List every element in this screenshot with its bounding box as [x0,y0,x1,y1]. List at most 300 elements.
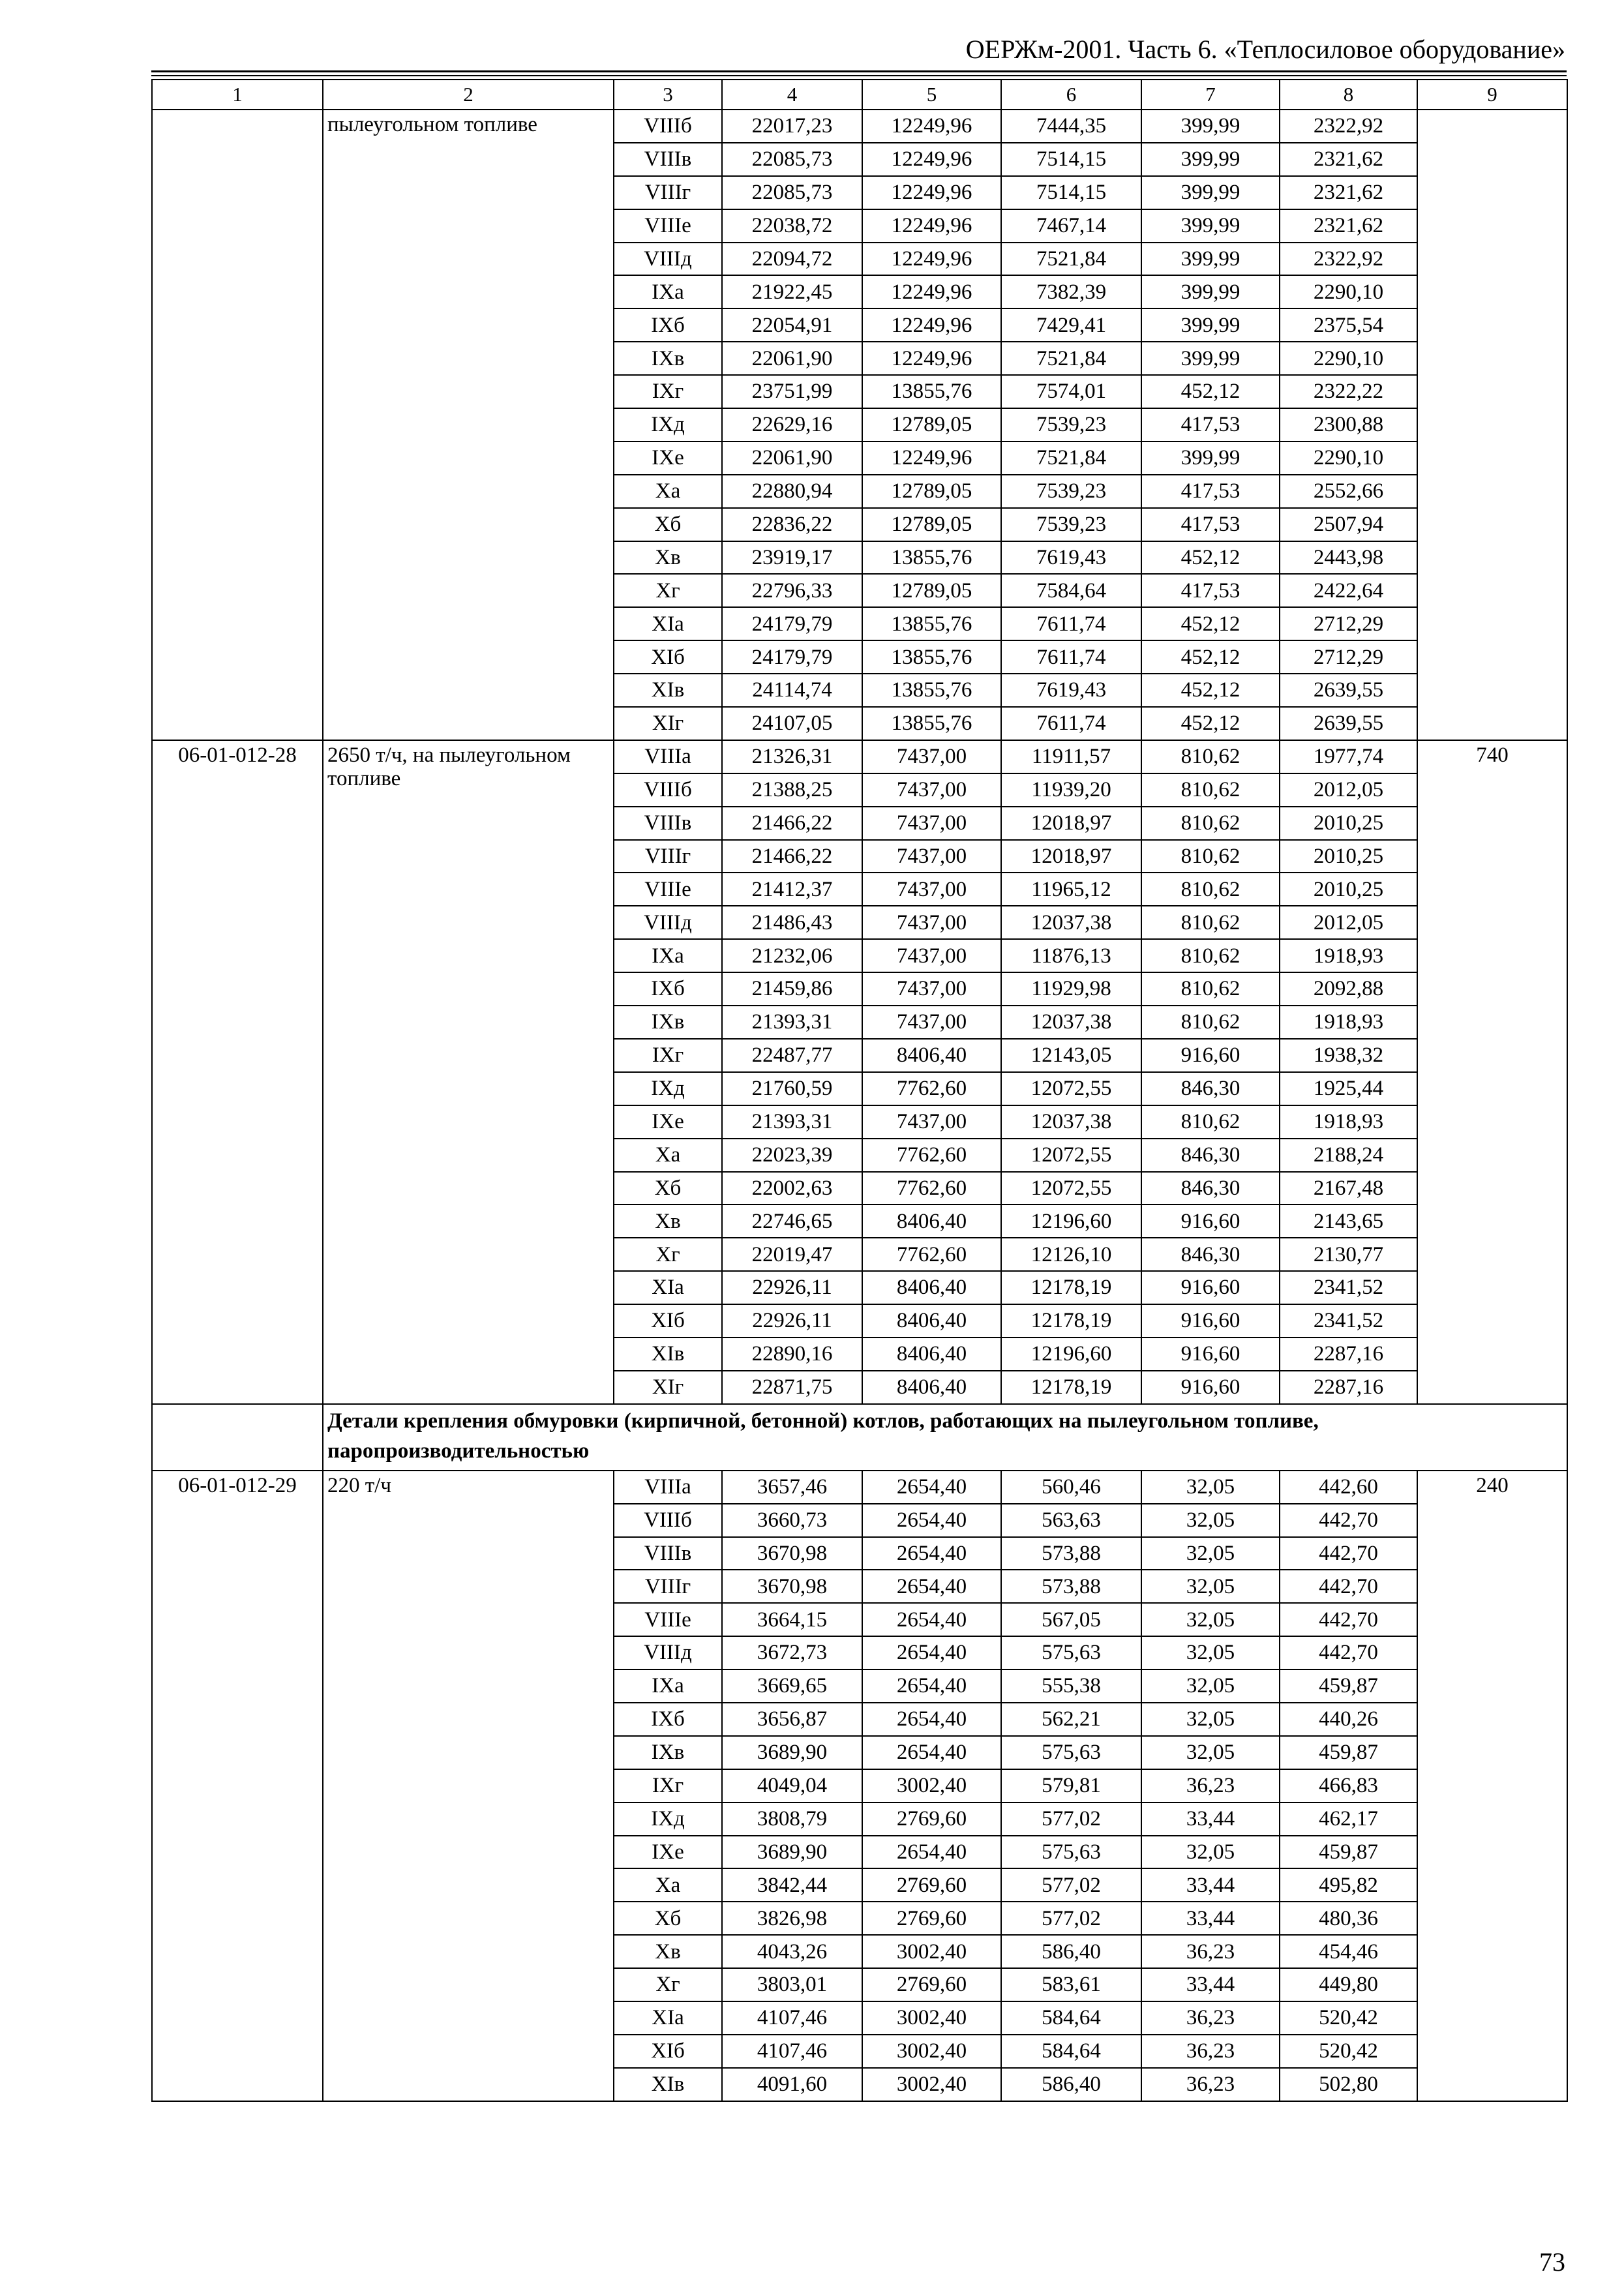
value-cell: 2341,52 [1280,1271,1417,1304]
value-cell: 7762,60 [862,1238,1001,1271]
value-cell: 12178,19 [1001,1304,1141,1338]
item-code [152,110,323,740]
value-cell: 22487,77 [722,1039,862,1072]
value-cell: 32,05 [1141,1471,1280,1504]
value-cell: 573,88 [1001,1570,1141,1603]
value-cell: 22629,16 [722,408,862,441]
value-cell: 22836,22 [722,508,862,541]
value-cell: 7521,84 [1001,441,1141,475]
column-number: 1 [152,80,323,110]
value-cell: 810,62 [1141,972,1280,1006]
value-cell: 7514,15 [1001,143,1141,176]
value-cell: 8406,40 [862,1371,1001,1404]
value-cell: 399,99 [1141,308,1280,342]
value-cell: 22017,23 [722,110,862,143]
value-cell: 440,26 [1280,1703,1417,1736]
zone-cell: IXв [614,1006,722,1039]
value-cell: 2287,16 [1280,1371,1417,1404]
value-cell: 3803,01 [722,1968,862,2001]
value-cell: 7539,23 [1001,508,1141,541]
zone-cell: IXг [614,1769,722,1803]
value-cell: 4043,26 [722,1935,862,1968]
value-cell: 21486,43 [722,906,862,939]
value-cell: 2639,55 [1280,707,1417,740]
value-cell: 24179,79 [722,607,862,640]
column-number: 5 [862,80,1001,110]
value-cell: 3656,87 [722,1703,862,1736]
value-cell: 2654,40 [862,1669,1001,1703]
value-cell: 13855,76 [862,674,1001,707]
value-cell: 810,62 [1141,773,1280,807]
value-cell: 399,99 [1141,275,1280,308]
value-cell: 2507,94 [1280,508,1417,541]
value-cell: 12789,05 [862,574,1001,607]
value-cell: 12196,60 [1001,1204,1141,1238]
value-cell: 7429,41 [1001,308,1141,342]
item-code: 06-01-012-28 [152,740,323,1404]
value-cell: 7437,00 [862,773,1001,807]
value-cell: 2010,25 [1280,840,1417,873]
zone-cell: XIа [614,2001,722,2035]
value-cell: 916,60 [1141,1304,1280,1338]
value-cell: 2321,62 [1280,176,1417,209]
column-number: 4 [722,80,862,110]
value-cell: 2130,77 [1280,1238,1417,1271]
value-cell: 12037,38 [1001,1105,1141,1139]
value-cell: 2012,05 [1280,906,1417,939]
value-cell: 2321,62 [1280,143,1417,176]
value-cell: 7539,23 [1001,475,1141,508]
zone-cell: Xб [614,1902,722,1935]
zone-cell: VIIIв [614,807,722,840]
item-code: 06-01-012-29 [152,1471,323,2101]
value-cell: 2654,40 [862,1703,1001,1736]
value-cell: 555,38 [1001,1669,1141,1703]
value-cell: 2639,55 [1280,674,1417,707]
value-cell: 32,05 [1141,1570,1280,1603]
zone-cell: XIг [614,707,722,740]
column-number: 8 [1280,80,1417,110]
value-cell: 8406,40 [862,1204,1001,1238]
value-cell: 21459,86 [722,972,862,1006]
value-cell: 2375,54 [1280,308,1417,342]
zone-cell: IXе [614,1836,722,1869]
value-cell: 24114,74 [722,674,862,707]
value-cell: 13855,76 [862,607,1001,640]
value-cell: 810,62 [1141,1105,1280,1139]
value-cell: 2654,40 [862,1471,1001,1504]
value-cell: 36,23 [1141,2001,1280,2035]
value-cell: 7611,74 [1001,640,1141,674]
value-cell: 3842,44 [722,1868,862,1902]
zone-cell: VIIIа [614,740,722,773]
value-cell: 2143,65 [1280,1204,1417,1238]
value-cell: 452,12 [1141,674,1280,707]
value-cell: 1918,93 [1280,939,1417,972]
value-cell: 417,53 [1141,508,1280,541]
value-cell: 2188,24 [1280,1139,1417,1172]
value-cell: 11911,57 [1001,740,1141,773]
value-cell: 12789,05 [862,508,1001,541]
value-cell: 579,81 [1001,1769,1141,1803]
value-cell: 8406,40 [862,1304,1001,1338]
value-cell: 11939,20 [1001,773,1141,807]
value-cell: 12126,10 [1001,1238,1141,1271]
value-cell: 22796,33 [722,574,862,607]
value-cell: 567,05 [1001,1603,1141,1636]
zone-cell: IXб [614,972,722,1006]
value-cell: 4107,46 [722,2035,862,2068]
value-cell: 442,70 [1280,1570,1417,1603]
value-cell: 7762,60 [862,1139,1001,1172]
column-number: 2 [323,80,614,110]
value-cell: 452,12 [1141,707,1280,740]
value-cell: 846,30 [1141,1238,1280,1271]
value-cell: 2654,40 [862,1736,1001,1769]
value-cell: 21412,37 [722,873,862,906]
value-cell: 7611,74 [1001,707,1141,740]
value-cell: 2654,40 [862,1603,1001,1636]
zone-cell: Xа [614,1868,722,1902]
value-cell: 2443,98 [1280,541,1417,575]
value-cell: 442,70 [1280,1537,1417,1570]
value-cell: 2769,60 [862,1968,1001,2001]
value-cell: 7437,00 [862,840,1001,873]
value-cell: 2300,88 [1280,408,1417,441]
zone-cell: Xг [614,1238,722,1271]
zone-cell: VIIIг [614,1570,722,1603]
value-cell: 577,02 [1001,1803,1141,1836]
value-cell: 12018,97 [1001,840,1141,873]
zone-cell: IXв [614,342,722,375]
value-cell: 7382,39 [1001,275,1141,308]
value-cell: 33,44 [1141,1902,1280,1935]
value-cell: 3826,98 [722,1902,862,1935]
value-cell: 3808,79 [722,1803,862,1836]
value-cell: 2654,40 [862,1636,1001,1669]
value-cell: 12018,97 [1001,807,1141,840]
zone-cell: IXб [614,308,722,342]
value-cell: 2287,16 [1280,1338,1417,1371]
value-cell: 3664,15 [722,1603,862,1636]
zone-cell: VIIIв [614,143,722,176]
value-cell: 2322,22 [1280,375,1417,408]
zone-cell: VIIIб [614,773,722,807]
value-cell: 32,05 [1141,1603,1280,1636]
value-cell: 1925,44 [1280,1072,1417,1105]
value-cell: 7437,00 [862,1006,1001,1039]
value-cell: 7437,00 [862,1105,1001,1139]
value-cell: 2422,64 [1280,574,1417,607]
value-cell: 22085,73 [722,176,862,209]
item-name: 220 т/ч [323,1471,614,2101]
value-cell: 12249,96 [862,243,1001,276]
value-cell: 3689,90 [722,1736,862,1769]
value-cell: 24179,79 [722,640,862,674]
value-cell: 575,63 [1001,1836,1141,1869]
value-cell: 846,30 [1141,1172,1280,1205]
value-cell: 13855,76 [862,707,1001,740]
zone-cell: VIIIа [614,1471,722,1504]
value-cell: 12789,05 [862,408,1001,441]
value-cell: 22926,11 [722,1304,862,1338]
price-table [151,79,1568,2102]
zone-cell: VIIIд [614,243,722,276]
value-cell: 36,23 [1141,2035,1280,2068]
value-cell: 21466,22 [722,807,862,840]
value-cell: 21393,31 [722,1105,862,1139]
value-cell: 2769,60 [862,1902,1001,1935]
value-cell: 495,82 [1280,1868,1417,1902]
zone-cell: VIIIг [614,176,722,209]
value-cell: 22094,72 [722,243,862,276]
value-cell: 12196,60 [1001,1338,1141,1371]
zone-cell: Xб [614,508,722,541]
value-cell: 7762,60 [862,1172,1001,1205]
value-cell: 32,05 [1141,1504,1280,1537]
column-number: 3 [614,80,722,110]
value-cell: 575,63 [1001,1636,1141,1669]
value-cell: 12037,38 [1001,906,1141,939]
value-cell: 399,99 [1141,243,1280,276]
value-cell: 2322,92 [1280,243,1417,276]
value-cell: 502,80 [1280,2068,1417,2101]
column-number: 7 [1141,80,1280,110]
value-cell: 2092,88 [1280,972,1417,1006]
value-cell: 11965,12 [1001,873,1141,906]
value-cell: 22746,65 [722,1204,862,1238]
value-cell: 2712,29 [1280,607,1417,640]
item-column-9 [1417,110,1567,740]
value-cell: 2341,52 [1280,1304,1417,1338]
value-cell: 2167,48 [1280,1172,1417,1205]
table-row [152,740,1567,773]
value-cell: 810,62 [1141,807,1280,840]
value-cell: 1918,93 [1280,1105,1417,1139]
value-cell: 32,05 [1141,1836,1280,1869]
value-cell: 12249,96 [862,110,1001,143]
value-cell: 577,02 [1001,1902,1141,1935]
page-number: 73 [1539,2247,1565,2277]
value-cell: 12249,96 [862,308,1001,342]
value-cell: 12072,55 [1001,1172,1141,1205]
value-cell: 7437,00 [862,972,1001,1006]
value-cell: 22871,75 [722,1371,862,1404]
value-cell: 1918,93 [1280,1006,1417,1039]
zone-cell: XIа [614,607,722,640]
value-cell: 8406,40 [862,1039,1001,1072]
value-cell: 399,99 [1141,342,1280,375]
value-cell: 810,62 [1141,840,1280,873]
value-cell: 560,46 [1001,1471,1141,1504]
page-header-title: ОЕРЖм-2001. Часть 6. «Теплосиловое оборудование» [965,35,1565,64]
value-cell: 2654,40 [862,1504,1001,1537]
value-cell: 4049,04 [722,1769,862,1803]
value-cell: 23751,99 [722,375,862,408]
value-cell: 2552,66 [1280,475,1417,508]
value-cell: 577,02 [1001,1868,1141,1902]
value-cell: 7619,43 [1001,541,1141,575]
zone-cell: IXд [614,408,722,441]
value-cell: 21388,25 [722,773,862,807]
value-cell: 12249,96 [862,441,1001,475]
value-cell: 22061,90 [722,441,862,475]
value-cell: 810,62 [1141,939,1280,972]
value-cell: 7539,23 [1001,408,1141,441]
value-cell: 21232,06 [722,939,862,972]
value-cell: 452,12 [1141,607,1280,640]
value-cell: 13855,76 [862,640,1001,674]
value-cell: 7574,01 [1001,375,1141,408]
value-cell: 584,64 [1001,2035,1141,2068]
value-cell: 3002,40 [862,2001,1001,2035]
zone-cell: XIб [614,640,722,674]
section-heading: Детали крепления обмуровки (кирпичной, бетонной) котлов, работающих на пылеугольном топливе, паропроизводительностью [323,1404,1567,1471]
zone-cell: VIIIб [614,1504,722,1537]
value-cell: 12143,05 [1001,1039,1141,1072]
value-cell: 3670,98 [722,1570,862,1603]
value-cell: 2010,25 [1280,807,1417,840]
value-cell: 399,99 [1141,176,1280,209]
item-name: 2650 т/ч, на пылеугольном топливе [323,740,614,1404]
zone-cell: Xа [614,1139,722,1172]
value-cell: 2321,62 [1280,209,1417,243]
header-rule-thick [151,70,1567,72]
zone-cell: XIв [614,2068,722,2101]
value-cell: 399,99 [1141,110,1280,143]
value-cell: 3002,40 [862,1769,1001,1803]
value-cell: 2654,40 [862,1537,1001,1570]
value-cell: 12249,96 [862,143,1001,176]
value-cell: 586,40 [1001,2068,1141,2101]
value-cell: 7514,15 [1001,176,1141,209]
value-cell: 12178,19 [1001,1371,1141,1404]
value-cell: 7521,84 [1001,342,1141,375]
zone-cell: Xг [614,574,722,607]
value-cell: 36,23 [1141,2068,1280,2101]
value-cell: 575,63 [1001,1736,1141,1769]
value-cell: 4107,46 [722,2001,862,2035]
value-cell: 32,05 [1141,1703,1280,1736]
value-cell: 916,60 [1141,1271,1280,1304]
column-number: 6 [1001,80,1141,110]
value-cell: 7467,14 [1001,209,1141,243]
zone-cell: VIIIд [614,1636,722,1669]
value-cell: 22023,39 [722,1139,862,1172]
value-cell: 2012,05 [1280,773,1417,807]
value-cell: 7611,74 [1001,607,1141,640]
value-cell: 466,83 [1280,1769,1417,1803]
value-cell: 442,70 [1280,1504,1417,1537]
value-cell: 12072,55 [1001,1072,1141,1105]
value-cell: 2654,40 [862,1836,1001,1869]
value-cell: 22880,94 [722,475,862,508]
value-cell: 22019,47 [722,1238,862,1271]
value-cell: 442,60 [1280,1471,1417,1504]
zone-cell: XIв [614,1338,722,1371]
zone-cell: IXд [614,1803,722,1836]
value-cell: 442,70 [1280,1603,1417,1636]
zone-cell: VIIIд [614,906,722,939]
table-row [152,110,1567,143]
value-cell: 12249,96 [862,342,1001,375]
value-cell: 2010,25 [1280,873,1417,906]
value-cell: 452,12 [1141,375,1280,408]
zone-cell: XIб [614,2035,722,2068]
value-cell: 22054,91 [722,308,862,342]
value-cell: 23919,17 [722,541,862,575]
zone-cell: IXе [614,441,722,475]
value-cell: 22085,73 [722,143,862,176]
zone-cell: VIIIв [614,1537,722,1570]
value-cell: 846,30 [1141,1072,1280,1105]
value-cell: 399,99 [1141,143,1280,176]
value-cell: 3002,40 [862,2035,1001,2068]
zone-cell: Xв [614,1204,722,1238]
value-cell: 7437,00 [862,939,1001,972]
value-cell: 32,05 [1141,1736,1280,1769]
value-cell: 36,23 [1141,1935,1280,1968]
value-cell: 586,40 [1001,1935,1141,1968]
value-cell: 454,46 [1280,1935,1417,1968]
zone-cell: IXв [614,1736,722,1769]
value-cell: 2769,60 [862,1868,1001,1902]
zone-cell: XIа [614,1271,722,1304]
value-cell: 562,21 [1001,1703,1141,1736]
value-cell: 22002,63 [722,1172,862,1205]
value-cell: 8406,40 [862,1338,1001,1371]
value-cell: 4091,60 [722,2068,862,2101]
value-cell: 33,44 [1141,1868,1280,1902]
value-cell: 7437,00 [862,873,1001,906]
value-cell: 417,53 [1141,475,1280,508]
value-cell: 459,87 [1280,1836,1417,1869]
value-cell: 12249,96 [862,275,1001,308]
value-cell: 810,62 [1141,740,1280,773]
value-cell: 3689,90 [722,1836,862,1869]
value-cell: 2290,10 [1280,275,1417,308]
value-cell: 452,12 [1141,640,1280,674]
value-cell: 21326,31 [722,740,862,773]
value-cell: 3670,98 [722,1537,862,1570]
value-cell: 8406,40 [862,1271,1001,1304]
value-cell: 584,64 [1001,2001,1141,2035]
value-cell: 13855,76 [862,541,1001,575]
zone-cell: XIб [614,1304,722,1338]
value-cell: 22061,90 [722,342,862,375]
zone-cell: XIг [614,1371,722,1404]
value-cell: 3669,65 [722,1669,862,1703]
value-cell: 916,60 [1141,1338,1280,1371]
value-cell: 417,53 [1141,408,1280,441]
value-cell: 12178,19 [1001,1271,1141,1304]
zone-cell: VIIIе [614,873,722,906]
value-cell: 32,05 [1141,1537,1280,1570]
zone-cell: IXг [614,375,722,408]
value-cell: 12249,96 [862,209,1001,243]
value-cell: 417,53 [1141,574,1280,607]
header-rule-thin [151,75,1567,76]
value-cell: 2322,92 [1280,110,1417,143]
zone-cell: Xа [614,475,722,508]
value-cell: 916,60 [1141,1204,1280,1238]
value-cell: 7437,00 [862,807,1001,840]
item-name: пылеугольном топливе [323,110,614,740]
value-cell: 452,12 [1141,541,1280,575]
value-cell: 810,62 [1141,906,1280,939]
zone-cell: Xг [614,1968,722,2001]
value-cell: 32,05 [1141,1669,1280,1703]
